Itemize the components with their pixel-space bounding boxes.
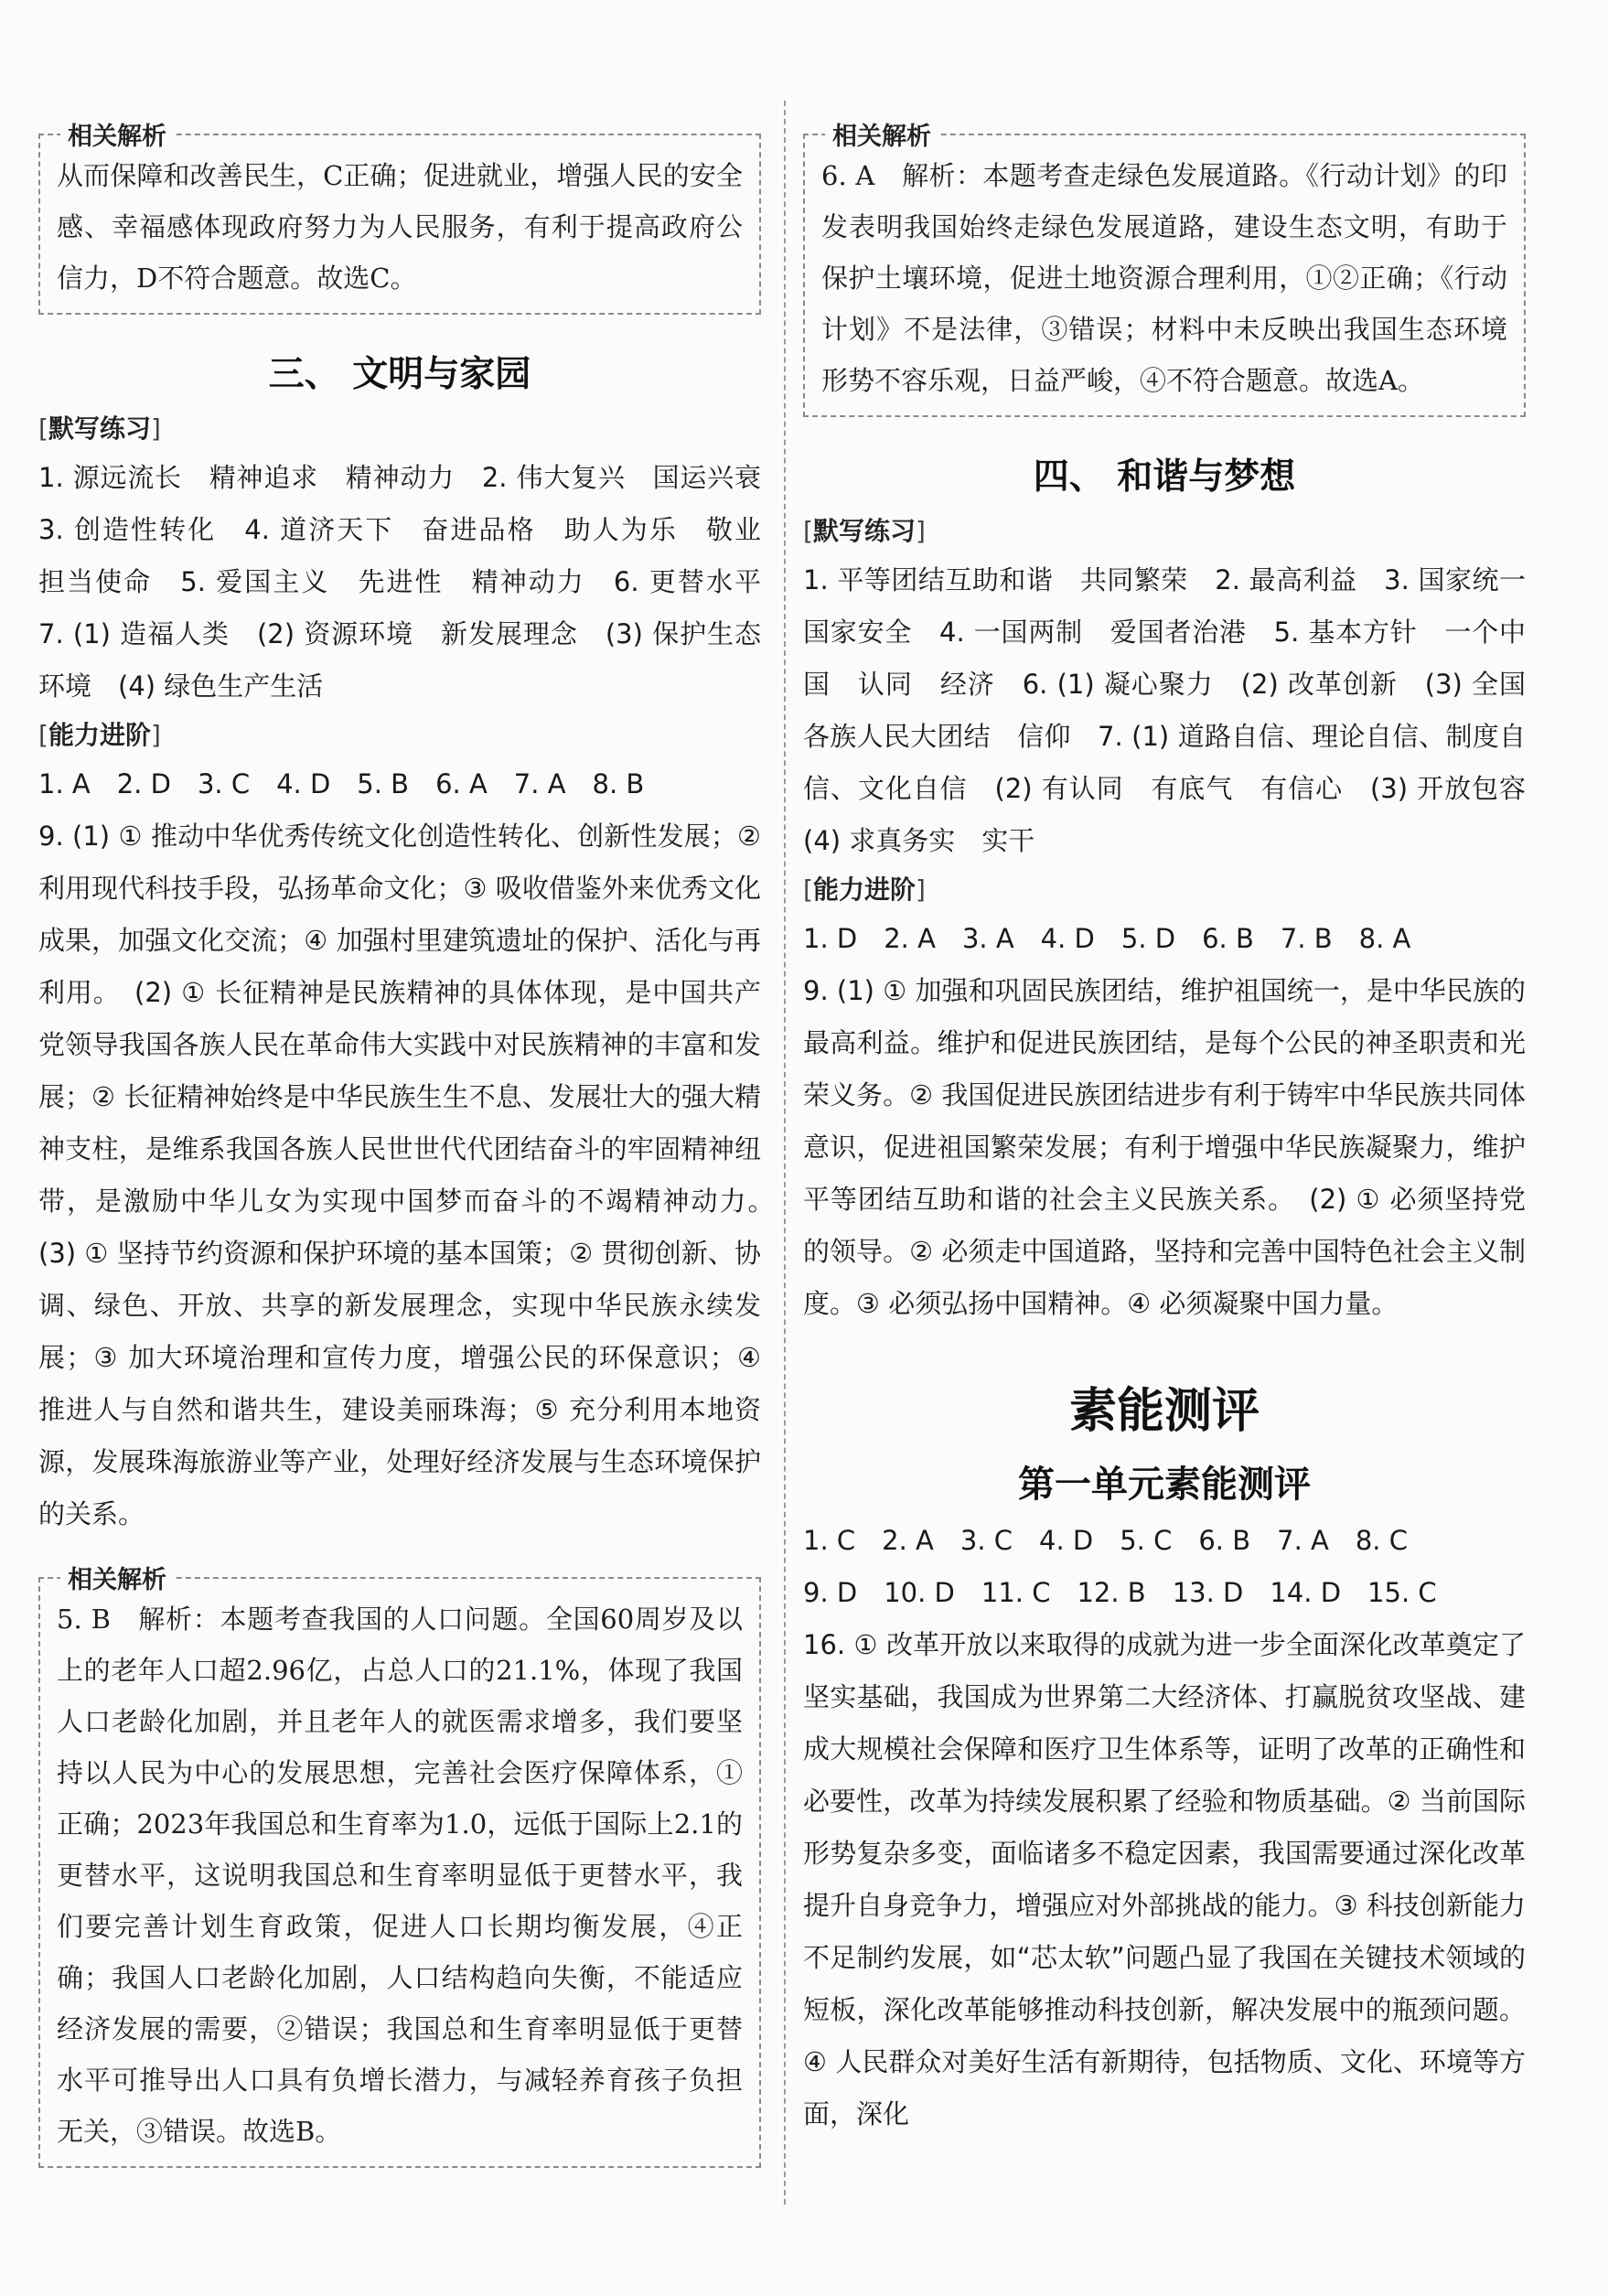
subsection-label: [默写练习]: [38, 413, 161, 444]
analysis-box: [803, 123, 1526, 417]
analysis-text: 从而保障和改善民生，C正确；促进就业，增强人民的安全感、幸福感体现政府努力为人民服务，有利于提高政府公信力，D不符合题意。故选C。: [57, 160, 743, 294]
choice-answers: 1. D 2. A 3. A 4. D 5. D 6. B 7. B 8. A: [803, 923, 1411, 954]
subsection-label-text: 默写练习: [812, 516, 916, 546]
analysis-text: 5. B 解析：本题考查我国的人口问题。全国60周岁及以上的老年人口超2.96亿，占总人口的21.1%，体现了我国人口老龄化加剧，并且老年人的就医需求增多，我们要坚持以人民为中心的发展思想，完善社会医疗保障体系，①正确；2023年我国总和生育率为1.0，远低于国际上2.1的更替水平，这说明我国总和生育率明显低于更替水平，我们要完善计划生育政策，促进人口长期均衡发展，④正确；我国人口老龄化加剧，人口结构趋向失衡，不能适应经济发展的需要，②错误；我国总和生育率明显低于更替水平可推导出人口具有负增长潜力，与减轻养育孩子负担无关，③错误。故选B。: [57, 1604, 743, 2147]
analysis-box: [38, 123, 761, 315]
chapter-title: 素能测评: [1068, 1384, 1260, 1439]
right-column: [803, 0, 1553, 2140]
dictation-answers: 1. 平等团结互助和谐 共同繁荣 2. 最高利益 3. 国家统一 国家安全 4. 一国两制 爱国者治港 5. 基本方针 一个中国 认同 经济 6. (1) 凝心聚力 (2) 改革创新 (3) 全国各族人民大团结 信仰 7. (1) 道路自信、理论自信、制度自信、文化自信 (2) 有认同 有底气 有信心 (3) 开放包容 (4) 求真务实 实干: [803, 564, 1553, 856]
choice-answers: 9. D 10. D 11. C 12. B 13. D 14. D 15. C: [803, 1577, 1437, 1608]
analysis-box-label: 相关解析: [60, 1560, 174, 1595]
left-column: [38, 0, 788, 2168]
essay-answer: 9. (1) ① 推动中华优秀传统文化创造性转化、创新性发展；② 利用现代科技手段，弘扬革命文化；③ 吸收借鉴外来优秀文化成果，加强文化交流；④ 加强村里建筑遗址的保护、活化与再利用。 (2) ① 长征精神是民族精神的具体体现，是中国共产党领导我国各族人民在革命伟大实践中对民族精神的丰富和发展；② 长征精神始终是中华民族生生不息、发展壮大的强大精神支柱，是维系我国各族人民世世代代团结奋斗的牢固精神纽带，是激励中华儿女为实现中国梦而奋斗的不竭精神动力。 (3) ① 坚持节约资源和保护环境的基本国策；② 贯彻创新、协调、绿色、开放、共享的新发展理念，实现中华民族永续发展；③ 加大环境治理和宣传力度，增强公民的环保意识；④ 推进人与自然和谐共生，建设美丽珠海；⑤ 充分利用本地资源，发展珠海旅游业等产业，处理好经济发展与生态环境保护的关系。: [38, 821, 788, 1529]
column-divider: [784, 101, 786, 2205]
essay-answer: 9. (1) ① 加强和巩固民族团结，维护祖国统一，是中华民族的最高利益。维护和促进民族团结，是每个公民的神圣职责和光荣义务。② 我国促进民族团结进步有利于铸牢中华民族共同体意识，促进祖国繁荣发展；有利于增强中华民族凝聚力，维护平等团结互助和谐的社会主义民族关系。 (2) ① 必须坚持党的领导。② 必须走中国道路，坚持和完善中国特色社会主义制度。③ 必须弘扬中国精神。④ 必须凝聚中国力量。: [803, 975, 1526, 1319]
section-title: 四、 和谐与梦想: [1033, 456, 1296, 498]
analysis-box-label: 相关解析: [60, 116, 174, 152]
choice-answers: 1. A 2. D 3. C 4. D 5. B 6. A 7. A 8. B: [38, 768, 645, 799]
subsection-label-text: 能力进阶: [812, 874, 916, 905]
section-title: 三、 文明与家园: [268, 354, 531, 395]
subsection-label: [能力进阶]: [38, 720, 161, 750]
essay-answer: 16. ① 改革开放以来取得的成就为进一步全面深化改革奠定了坚实基础，我国成为世界第二大经济体、打赢脱贫攻坚战、建成大规模社会保障和医疗卫生体系等，证明了改革的正确性和必要性，改革为持续发展积累了经验和物质基础。② 当前国际形势复杂多变，面临诸多不稳定因素，我国需要通过深化改革提升自身竞争力，增强应对外部挑战的能力。③ 科技创新能力不足制约发展，如“芯太软”问题凸显了我国在关键技术领域的短板，深化改革能够推动科技创新，解决发展中的瓶颈问题。④ 人民群众对美好生活有新期待，包括物质、文化、环境等方面，深化: [803, 1629, 1526, 2130]
dictation-answers: 1. 源远流长 精神追求 精神动力 2. 伟大复兴 国运兴衰 3. 创造性转化 4. 道济天下 奋进品格 助人为乐 敬业 担当使命 5. 爱国主义 先进性 精神动力 6. 更替水平 7. (1) 造福人类 (2) 资源环境 新发展理念 (3) 保护生态环境 (4) 绿色生产生活: [38, 462, 788, 702]
analysis-text: 6. A 解析：本题考查走绿色发展道路。《行动计划》的印发表明我国始终走绿色发展道路，建设生态文明，有助于保护土壤环境，促进土地资源合理利用，①②正确；《行动计划》不是法律，③错误；材料中未反映出我国生态环境形势不容乐观，日益严峻，④不符合题意。故选A。: [821, 160, 1507, 396]
subsection-label-text: 能力进阶: [48, 720, 151, 750]
subsection-label: [能力进阶]: [803, 874, 926, 905]
unit-title: 第一单元素能测评: [1018, 1464, 1311, 1506]
subsection-label-text: 默写练习: [48, 413, 151, 444]
analysis-box-label: 相关解析: [825, 116, 938, 152]
analysis-box: [38, 1566, 761, 2168]
choice-answers: 1. C 2. A 3. C 4. D 5. C 6. B 7. A 8. C: [803, 1525, 1408, 1556]
subsection-label: [默写练习]: [803, 516, 926, 546]
